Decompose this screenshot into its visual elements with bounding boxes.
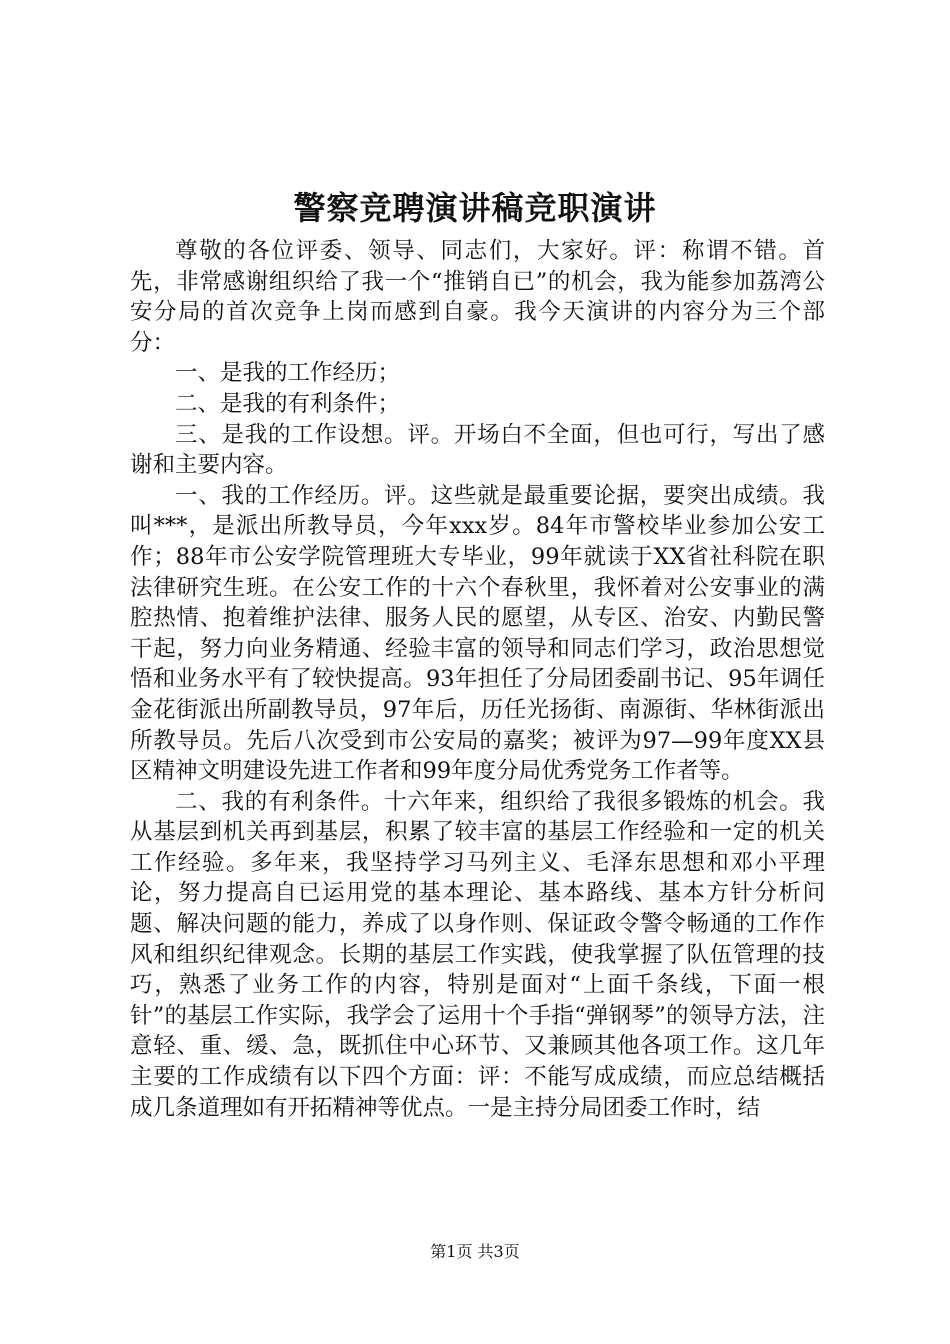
page-footer: 第1页 共3页 xyxy=(430,1242,520,1261)
paragraph-outline-2: 二、是我的有利条件； xyxy=(175,390,401,417)
paragraph-work-experience: 一、我的工作经历。评。这些就是最重要论据，要突出成绩。我叫***，是派出所教导员，今年xxx岁。84年市警校毕业参加公安工作；88年市公安学院管理班大专毕业，99年就读于XX省社科院在职法律研究生班。在公安工作的十六个春秋里，我怀着对公安事业的满腔热情、抱着维护法律、服务人民的愿望，从专区、治安、内勤民警干起，努力向业务精通、经验丰富的领导和同志们学习，政治思想觉悟和业务水平有了较快提高。93年担任了分局团委副书记、95年调任金花街派出所副教导员，97年后，历任光扬街、南源街、华林街派出所教导员。先后八次受到市公安局的嘉奖；被评为97—99年度XX县区精神文明建设先进工作者和99年度分局优秀党务工作者等。 xyxy=(130,482,825,785)
paragraph-outline-1: 一、是我的工作经历； xyxy=(175,360,401,387)
paragraph-advantages: 二、我的有利条件。十六年来，组织给了我很多锻炼的机会。我从基层到机关再到基层，积累了较丰富的基层工作经验和一定的机关工作经验。多年来，我坚持学习马列主义、毛泽东思想和邓小平理论，努力提高自已运用党的基本理论、基本路线、基本方针分析问题、解决问题的能力，养成了以身作则、保证政令警令畅通的工作作风和组织纪律观念。长期的基层工作实践，使我掌握了队伍管理的技巧，熟悉了业务工作的内容，特别是面对“上面千条线，下面一根针”的基层工作实际，我学会了运用十个手指“弹钢琴”的领导方法，注意轻、重、缓、急，既抓住中心环节、又兼顾其他各项工作。这几年主要的工作成绩有以下四个方面：评：不能写成成绩，而应总结概括成几条道理如有开拓精神等优点。一是主持分局团委工作时，结 xyxy=(130,788,825,1121)
document-body xyxy=(130,236,825,1186)
paragraph-outline-3: 三、是我的工作设想。评。开场白不全面，但也可行，写出了感谢和主要内容。 xyxy=(130,421,825,479)
document-title: 警察竞聘演讲稿竞职演讲 xyxy=(293,189,657,227)
paragraph-greeting: 尊敬的各位评委、领导、同志们，大家好。评：称谓不错。首先，非常感谢组织给了我一个“推销自已”的机会，我为能参加荔湾公安分局的首次竞争上岗而感到自豪。我今天演讲的内容分为三个部分： xyxy=(130,238,825,356)
